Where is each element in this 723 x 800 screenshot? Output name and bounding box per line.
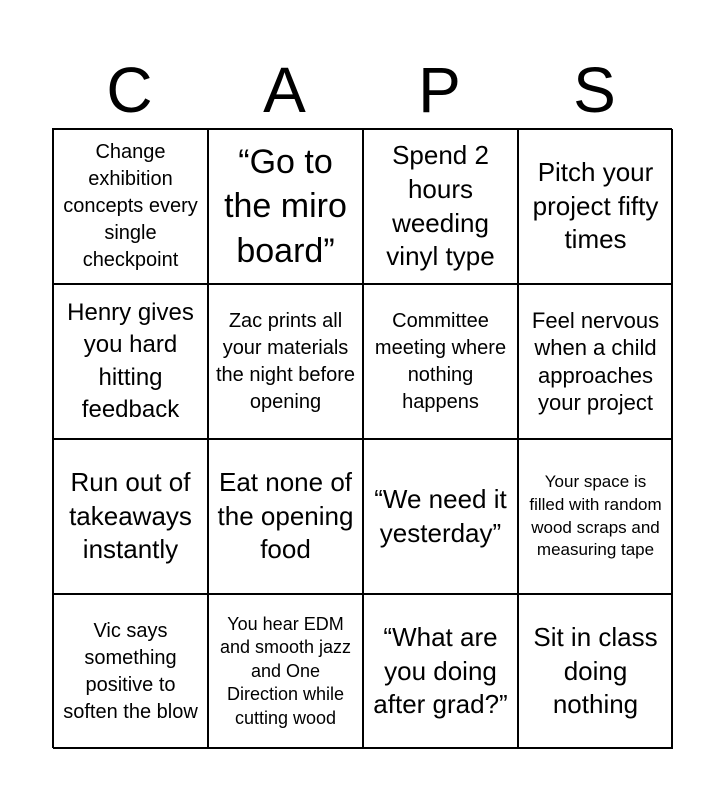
bingo-cell-text: Zac prints all your materials the night before opening — [216, 309, 355, 413]
bingo-cell[interactable] — [518, 594, 673, 749]
bingo-cell-text: Feel nervous when a child approaches your project — [531, 307, 660, 415]
bingo-cell-text: “We need it yesterday” — [374, 483, 507, 548]
bingo-cell[interactable] — [53, 594, 208, 749]
bingo-cell-text: Eat none of the opening food — [217, 466, 354, 565]
bingo-cell[interactable] — [363, 284, 518, 439]
bingo-cell[interactable] — [518, 129, 673, 284]
bingo-board — [52, 128, 672, 748]
bingo-cell-text: “Go to the miro board” — [224, 143, 347, 270]
header-letter-p: P — [418, 54, 461, 126]
bingo-cell[interactable] — [518, 284, 673, 439]
bingo-cell-text: Your space is filled with random wood scraps and measuring tape — [529, 471, 662, 560]
bingo-cell[interactable] — [53, 284, 208, 439]
bingo-cell[interactable] — [53, 439, 208, 594]
bingo-cell-text: Spend 2 hours weeding vinyl type — [386, 139, 495, 272]
bingo-cell-text: You hear EDM and smooth jazz and One Direction while cutting wood — [219, 614, 352, 728]
header-letter-s: S — [573, 54, 616, 126]
bingo-cell-text: Vic says something positive to soften the blow — [63, 619, 198, 723]
bingo-cell[interactable] — [363, 129, 518, 284]
bingo-cell-text: Run out of takeaways instantly — [69, 466, 192, 565]
bingo-cell[interactable] — [363, 439, 518, 594]
bingo-cell[interactable] — [208, 129, 363, 284]
bingo-cell[interactable] — [53, 129, 208, 284]
bingo-cell-text: Sit in class doing nothing — [533, 621, 658, 720]
bingo-cell[interactable] — [518, 439, 673, 594]
bingo-cell[interactable] — [363, 594, 518, 749]
bingo-cell-text: Committee meeting where nothing happens — [374, 309, 507, 413]
bingo-cell-text: “What are you doing after grad?” — [373, 621, 508, 720]
bingo-cell-text: Change exhibition concepts every single checkpoint — [63, 141, 198, 271]
bingo-cell[interactable] — [208, 439, 363, 594]
header-letter-a: A — [263, 54, 306, 126]
bingo-cell-text: Pitch your project fifty times — [532, 156, 659, 255]
bingo-header — [52, 52, 672, 128]
bingo-cell[interactable] — [208, 284, 363, 439]
header-letter-c: C — [106, 54, 153, 126]
bingo-cell-text: Henry gives you hard hitting feedback — [67, 298, 194, 423]
bingo-cell[interactable] — [208, 594, 363, 749]
